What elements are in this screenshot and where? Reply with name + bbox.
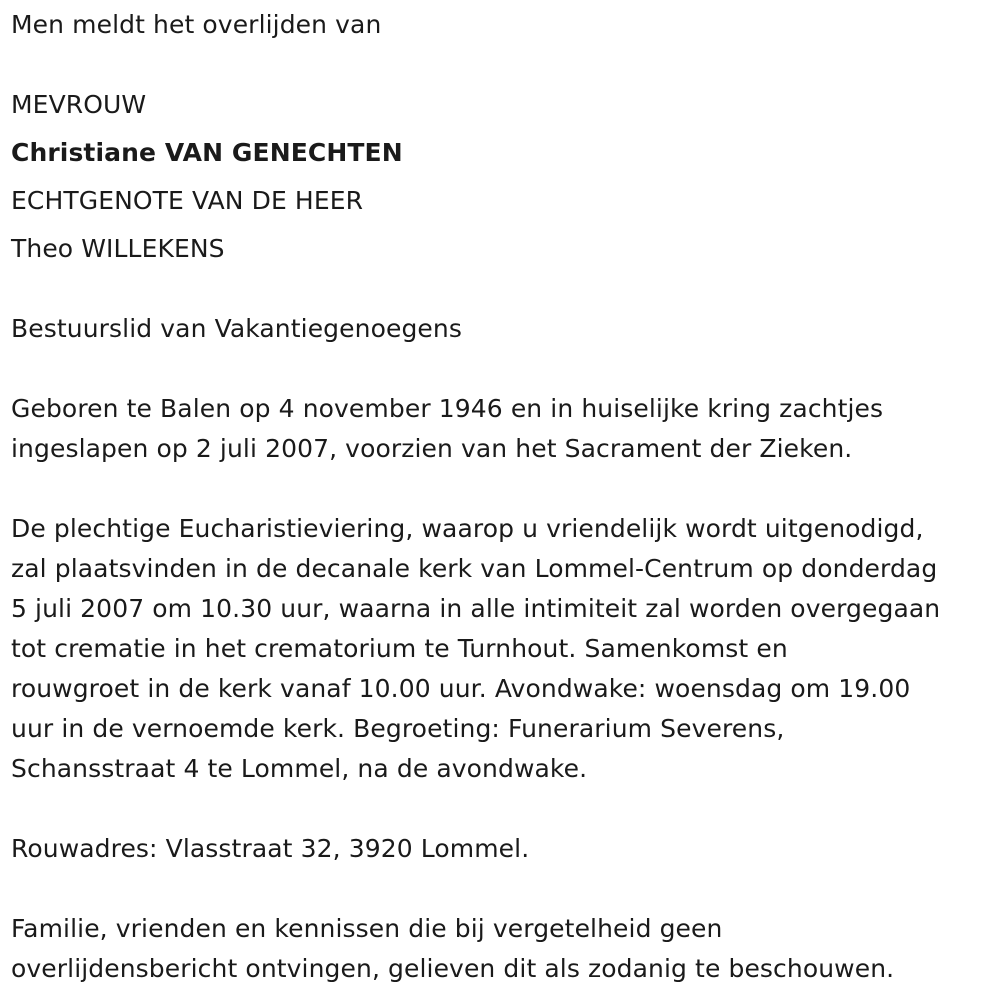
ceremony-line: Schansstraat 4 te Lommel, na de avondwake. <box>11 754 588 783</box>
closing-line: Familie, vrienden en kennissen die bij vergetelheid geen <box>11 914 723 943</box>
birth-line: Geboren te Balen op 4 november 1946 en in huiselijke kring zachtjes <box>11 394 884 423</box>
intro-line: Men meldt het overlijden van <box>11 10 382 39</box>
address-line: Rouwadres: Vlasstraat 32, 3920 Lommel. <box>11 834 530 863</box>
ceremony-line: De plechtige Eucharistieviering, waarop u vriendelijk wordt uitgenodigd, <box>11 514 924 543</box>
ceremony-line: rouwgroet in de kerk vanaf 10.00 uur. Avondwake: woensdag om 19.00 <box>11 674 911 703</box>
role-line: Bestuurslid van Vakantiegenoegens <box>11 314 462 343</box>
spouse-title: ECHTGENOTE VAN DE HEER <box>11 186 364 215</box>
ceremony-line: zal plaatsvinden in de decanale kerk van Lommel-Centrum op donderdag <box>11 554 938 583</box>
spouse-name: Theo WILLEKENS <box>11 234 225 263</box>
ceremony-line: tot crematie in het crematorium te Turnhout. Samenkomst en <box>11 634 788 663</box>
ceremony-line: 5 juli 2007 om 10.30 uur, waarna in alle intimiteit zal worden overgegaan <box>11 594 941 623</box>
title-line: MEVROUW <box>11 90 147 119</box>
ceremony-line: uur in de vernoemde kerk. Begroeting: Funerarium Severens, <box>11 714 785 743</box>
deceased-name: Christiane VAN GENECHTEN <box>11 138 403 167</box>
birth-line: ingeslapen op 2 juli 2007, voorzien van het Sacrament der Zieken. <box>11 434 853 463</box>
closing-line: overlijdensbericht ontvingen, gelieven dit als zodanig te beschouwen. <box>11 954 895 983</box>
